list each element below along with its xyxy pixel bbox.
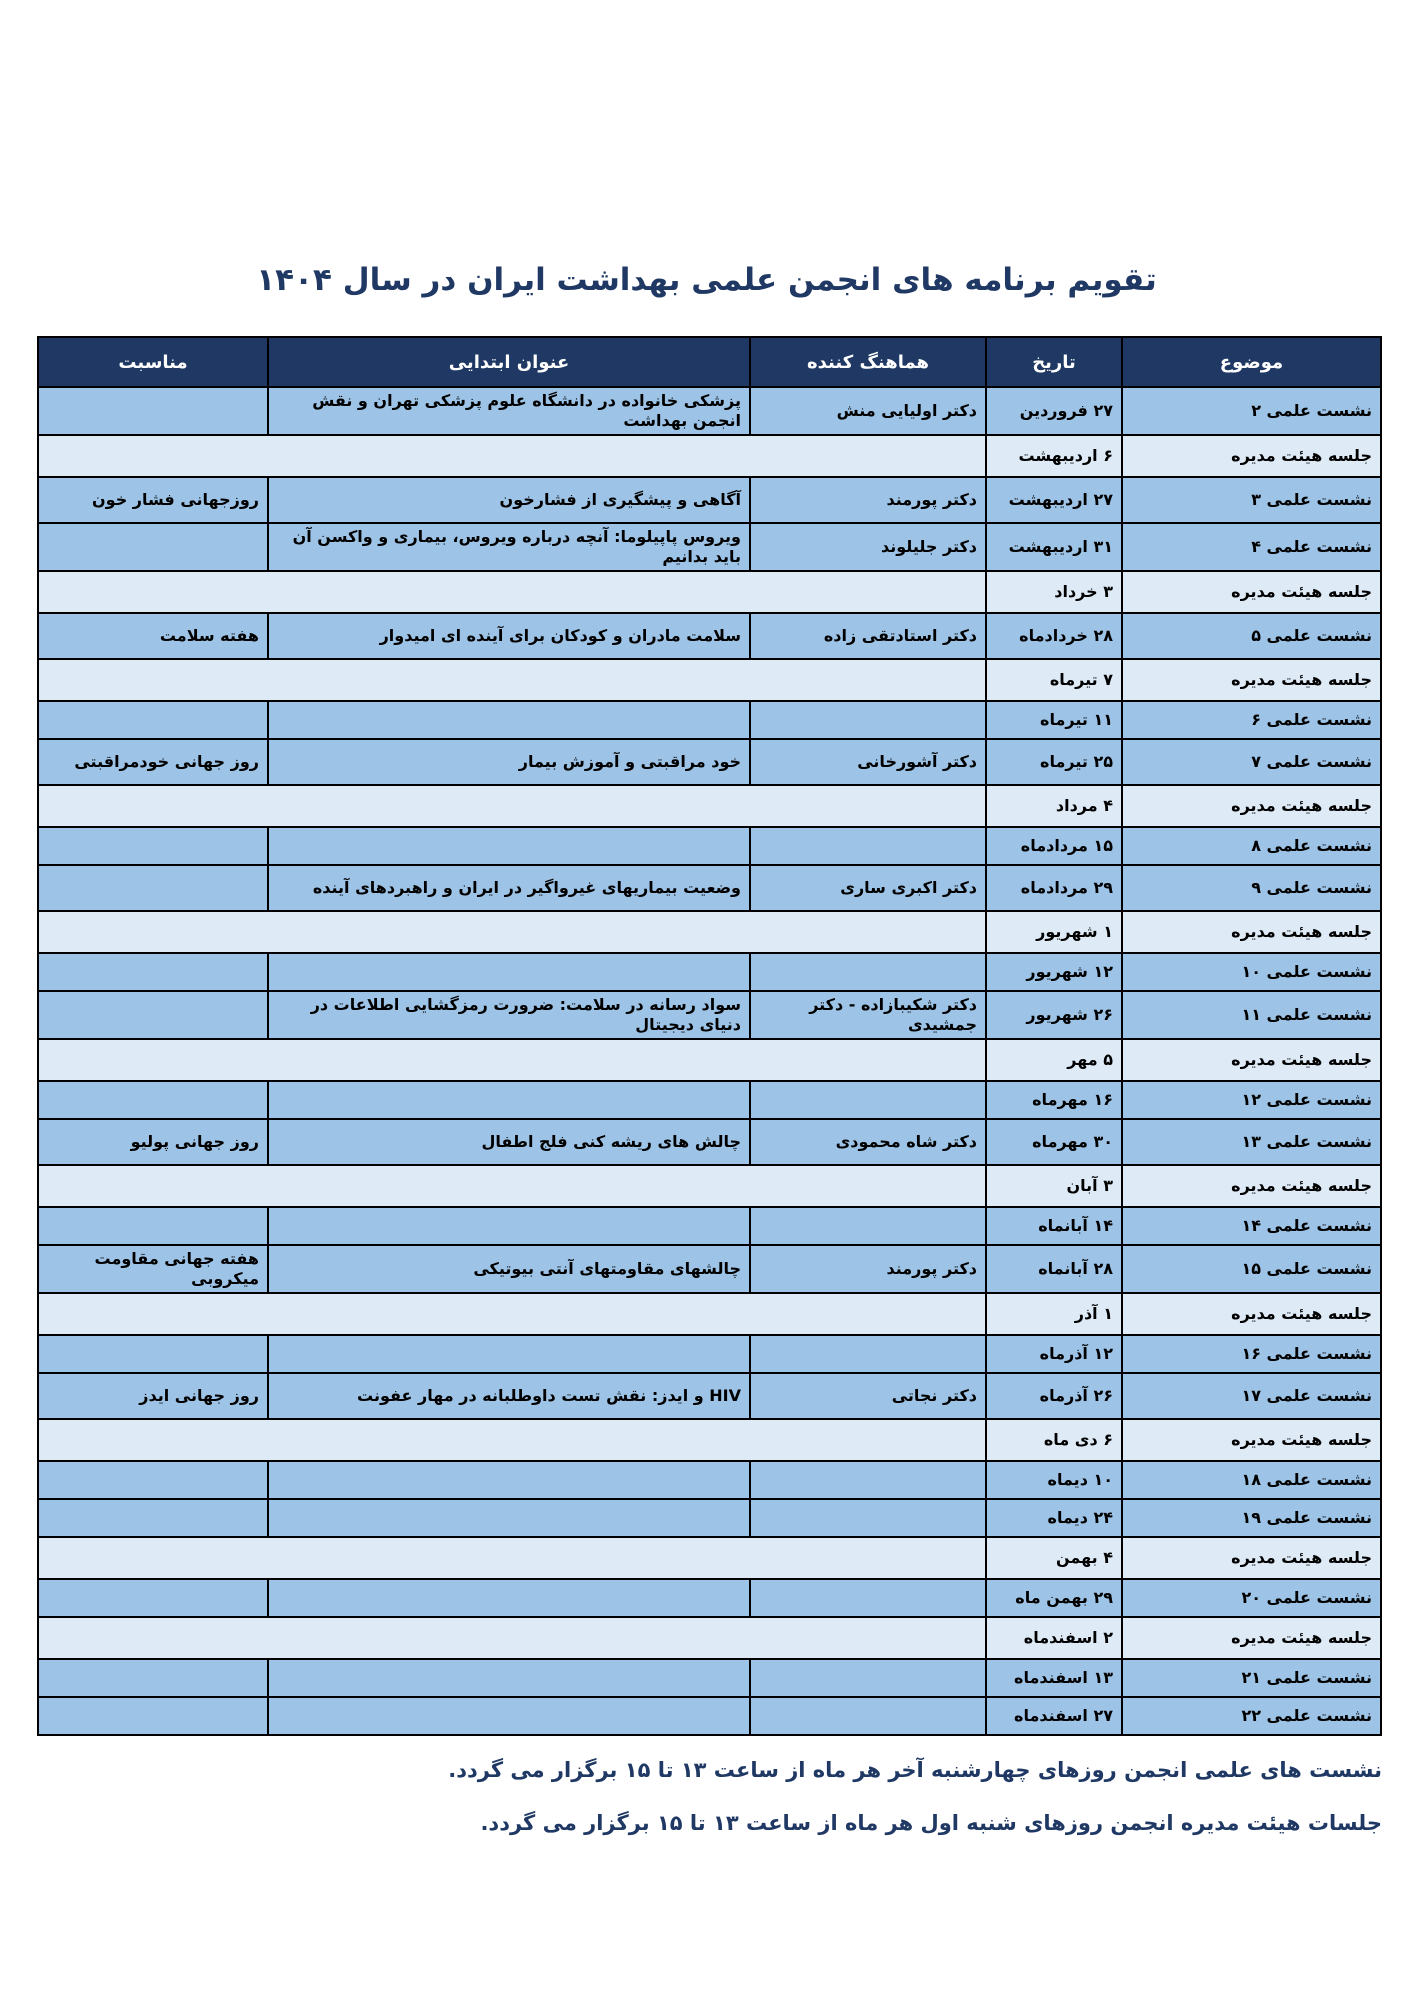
date-cell: ۲ اسفندماه [986, 1617, 1122, 1659]
date-cell: ۵ مهر [986, 1039, 1122, 1081]
table-row [38, 1039, 1381, 1081]
coordinator-cell [750, 1461, 986, 1499]
occasion-cell [38, 827, 268, 865]
board-merged-cell [38, 1165, 986, 1207]
occasion-cell [38, 523, 268, 571]
date-cell: ۲۵ تیرماه [986, 739, 1122, 785]
subject-cell: نشست علمی ۱۴ [1122, 1207, 1381, 1245]
subject-cell: نشست علمی ۳ [1122, 477, 1381, 523]
table-row [38, 991, 1381, 1039]
subject-cell: نشست علمی ۱۷ [1122, 1373, 1381, 1419]
board-merged-cell [38, 1617, 986, 1659]
date-cell: ۱۲ آذرماه [986, 1335, 1122, 1373]
note-scientific-sessions: نشست های علمی انجمن روزهای چهارشنبه آخر هر ماه از ساعت ۱۳ تا ۱۵ برگزار می گردد. [448, 1758, 1382, 1782]
date-cell: ۲۹ مردادماه [986, 865, 1122, 911]
coordinator-cell: دکتر استادتقی زاده [750, 613, 986, 659]
coordinator-cell [750, 1579, 986, 1617]
header-cell-topic: عنوان ابتدایی [268, 337, 750, 387]
topic-cell: پزشکی خانواده در دانشگاه علوم پزشکی تهران و نقش انجمن بهداشت [268, 387, 750, 435]
topic-cell [268, 1697, 750, 1735]
subject-cell: نشست علمی ۸ [1122, 827, 1381, 865]
subject-cell: جلسه هیئت مدیره [1122, 1293, 1381, 1335]
table-row [38, 865, 1381, 911]
date-cell: ۲۴ دیماه [986, 1499, 1122, 1537]
coordinator-cell [750, 701, 986, 739]
date-cell: ۲۶ آذرماه [986, 1373, 1122, 1419]
table-body [38, 387, 1381, 1735]
date-cell: ۳۰ مهرماه [986, 1119, 1122, 1165]
header-cell-subject: موضوع [1122, 337, 1381, 387]
subject-cell: جلسه هیئت مدیره [1122, 1165, 1381, 1207]
subject-cell: نشست علمی ۱۶ [1122, 1335, 1381, 1373]
table-row [38, 1081, 1381, 1119]
topic-cell [268, 827, 750, 865]
subject-cell: نشست علمی ۹ [1122, 865, 1381, 911]
date-cell: ۱۳ اسفندماه [986, 1659, 1122, 1697]
table-row [38, 827, 1381, 865]
board-merged-cell [38, 659, 986, 701]
subject-cell: نشست علمی ۱۱ [1122, 991, 1381, 1039]
occasion-cell: هفته جهانی مقاومت میکروبی [38, 1245, 268, 1293]
date-cell: ۲۸ آبانماه [986, 1245, 1122, 1293]
coordinator-cell: دکتر پورمند [750, 1245, 986, 1293]
coordinator-cell [750, 953, 986, 991]
subject-cell: نشست علمی ۷ [1122, 739, 1381, 785]
subject-cell: نشست علمی ۱۲ [1122, 1081, 1381, 1119]
topic-cell: ویروس پاپیلوما: آنچه درباره ویروس، بیماری و واکسن آن باید بدانیم [268, 523, 750, 571]
occasion-cell: روزجهانی فشار خون [38, 477, 268, 523]
occasion-cell: روز جهانی ایدز [38, 1373, 268, 1419]
page-title: تقویم برنامه های انجمن علمی بهداشت ایران در سال ۱۴۰۴ [256, 262, 1157, 298]
topic-cell: وضعیت بیماریهای غیرواگیر در ایران و راهبردهای آینده [268, 865, 750, 911]
date-cell: ۱۶ مهرماه [986, 1081, 1122, 1119]
occasion-cell [38, 1081, 268, 1119]
subject-cell: نشست علمی ۱۸ [1122, 1461, 1381, 1499]
subject-cell: نشست علمی ۲۲ [1122, 1697, 1381, 1735]
subject-cell: نشست علمی ۱۳ [1122, 1119, 1381, 1165]
table-row [38, 1499, 1381, 1537]
occasion-cell [38, 1335, 268, 1373]
table-row [38, 911, 1381, 953]
coordinator-cell [750, 1697, 986, 1735]
date-cell: ۲۹ بهمن ماه [986, 1579, 1122, 1617]
header-row [38, 337, 1381, 387]
topic-cell: چالشهای مقاومتهای آنتی بیوتیکی [268, 1245, 750, 1293]
subject-cell: نشست علمی ۲۰ [1122, 1579, 1381, 1617]
table-row [38, 1697, 1381, 1735]
topic-cell: چالش های ریشه کنی فلج اطفال [268, 1119, 750, 1165]
occasion-cell [38, 1659, 268, 1697]
coordinator-cell: دکتر آشورخانی [750, 739, 986, 785]
coordinator-cell: دکتر جلیلوند [750, 523, 986, 571]
date-cell: ۶ دی ماه [986, 1419, 1122, 1461]
subject-cell: نشست علمی ۵ [1122, 613, 1381, 659]
subject-cell: جلسه هیئت مدیره [1122, 571, 1381, 613]
topic-cell [268, 1335, 750, 1373]
table-row [38, 1373, 1381, 1419]
occasion-cell [38, 1499, 268, 1537]
subject-cell: جلسه هیئت مدیره [1122, 1419, 1381, 1461]
table-row [38, 1293, 1381, 1335]
subject-cell: نشست علمی ۲۱ [1122, 1659, 1381, 1697]
subject-cell: جلسه هیئت مدیره [1122, 1039, 1381, 1081]
date-cell: ۱۵ مردادماه [986, 827, 1122, 865]
occasion-cell [38, 1579, 268, 1617]
date-cell: ۲۶ شهریور [986, 991, 1122, 1039]
occasion-cell: روز جهانی خودمراقبتی [38, 739, 268, 785]
coordinator-cell [750, 1081, 986, 1119]
table-row [38, 701, 1381, 739]
coordinator-cell: دکتر اولیایی منش [750, 387, 986, 435]
table-row [38, 1617, 1381, 1659]
occasion-cell [38, 991, 268, 1039]
subject-cell: نشست علمی ۲ [1122, 387, 1381, 435]
date-cell: ۱ آذر [986, 1293, 1122, 1335]
date-cell: ۲۷ اسفندماه [986, 1697, 1122, 1735]
topic-cell [268, 1081, 750, 1119]
occasion-cell [38, 701, 268, 739]
date-cell: ۱۴ آبانماه [986, 1207, 1122, 1245]
topic-cell: سواد رسانه در سلامت: ضرورت رمزگشایی اطلاعات در دنیای دیجیتال [268, 991, 750, 1039]
board-merged-cell [38, 435, 986, 477]
board-merged-cell [38, 571, 986, 613]
subject-cell: نشست علمی ۱۹ [1122, 1499, 1381, 1537]
header-cell-occasion: مناسبت [38, 337, 268, 387]
occasion-cell [38, 1697, 268, 1735]
table-row [38, 477, 1381, 523]
coordinator-cell [750, 1499, 986, 1537]
table-row [38, 613, 1381, 659]
coordinator-cell [750, 1207, 986, 1245]
subject-cell: جلسه هیئت مدیره [1122, 1617, 1381, 1659]
topic-cell [268, 1499, 750, 1537]
table-row [38, 571, 1381, 613]
table-row [38, 1245, 1381, 1293]
schedule-table [37, 336, 1382, 1736]
table-row [38, 1335, 1381, 1373]
table-row [38, 387, 1381, 435]
subject-cell: جلسه هیئت مدیره [1122, 911, 1381, 953]
coordinator-cell: دکتر پورمند [750, 477, 986, 523]
topic-cell [268, 1579, 750, 1617]
table-row [38, 1461, 1381, 1499]
coordinator-cell [750, 1335, 986, 1373]
topic-cell [268, 701, 750, 739]
notes [39, 1758, 1382, 1835]
subject-cell: جلسه هیئت مدیره [1122, 435, 1381, 477]
topic-cell [268, 953, 750, 991]
board-merged-cell [38, 1039, 986, 1081]
topic-cell [268, 1461, 750, 1499]
board-merged-cell [38, 785, 986, 827]
coordinator-cell: دکتر شاه محمودی [750, 1119, 986, 1165]
date-cell: ۱۱ تیرماه [986, 701, 1122, 739]
date-cell: ۳۱ اردیبهشت [986, 523, 1122, 571]
table-row [38, 785, 1381, 827]
occasion-cell [38, 387, 268, 435]
topic-cell: آگاهی و پیشگیری از فشارخون [268, 477, 750, 523]
topic-cell [268, 1207, 750, 1245]
table-row [38, 1419, 1381, 1461]
date-cell: ۲۷ اردیبهشت [986, 477, 1122, 523]
topic-cell: HIV و ایدز: نقش تست داوطلبانه در مهار عفونت [268, 1373, 750, 1419]
date-cell: ۱۰ دیماه [986, 1461, 1122, 1499]
note-board-meetings: جلسات هیئت مدیره انجمن روزهای شنبه اول هر ماه از ساعت ۱۳ تا ۱۵ برگزار می گردد. [480, 1811, 1382, 1835]
date-cell: ۴ مرداد [986, 785, 1122, 827]
board-merged-cell [38, 1419, 986, 1461]
table-row [38, 1207, 1381, 1245]
date-cell: ۳ خرداد [986, 571, 1122, 613]
table-row [38, 953, 1381, 991]
date-cell: ۲۷ فروردین [986, 387, 1122, 435]
coordinator-cell [750, 827, 986, 865]
date-cell: ۱ شهریور [986, 911, 1122, 953]
occasion-cell [38, 953, 268, 991]
date-cell: ۱۲ شهریور [986, 953, 1122, 991]
date-cell: ۴ بهمن [986, 1537, 1122, 1579]
occasion-cell: هفته سلامت [38, 613, 268, 659]
table-row [38, 523, 1381, 571]
coordinator-cell [750, 1659, 986, 1697]
coordinator-cell: دکتر اکبری ساری [750, 865, 986, 911]
subject-cell: نشست علمی ۱۰ [1122, 953, 1381, 991]
coordinator-cell: دکتر نجاتی [750, 1373, 986, 1419]
table-row [38, 739, 1381, 785]
table-row [38, 1659, 1381, 1697]
occasion-cell [38, 1207, 268, 1245]
subject-cell: جلسه هیئت مدیره [1122, 659, 1381, 701]
table-row [38, 1165, 1381, 1207]
date-cell: ۳ آبان [986, 1165, 1122, 1207]
occasion-cell [38, 865, 268, 911]
table-row [38, 1579, 1381, 1617]
subject-cell: نشست علمی ۴ [1122, 523, 1381, 571]
table-header [38, 337, 1381, 387]
subject-cell: جلسه هیئت مدیره [1122, 1537, 1381, 1579]
header-cell-date: تاریخ [986, 337, 1122, 387]
header-cell-coordinator: هماهنگ کننده [750, 337, 986, 387]
subject-cell: جلسه هیئت مدیره [1122, 785, 1381, 827]
topic-cell [268, 1659, 750, 1697]
occasion-cell: روز جهانی پولیو [38, 1119, 268, 1165]
board-merged-cell [38, 911, 986, 953]
topic-cell: خود مراقبتی و آموزش بیمار [268, 739, 750, 785]
board-merged-cell [38, 1293, 986, 1335]
table-row [38, 1537, 1381, 1579]
date-cell: ۲۸ خردادماه [986, 613, 1122, 659]
subject-cell: نشست علمی ۱۵ [1122, 1245, 1381, 1293]
date-cell: ۶ اردیبهشت [986, 435, 1122, 477]
table-row [38, 1119, 1381, 1165]
date-cell: ۷ تیرماه [986, 659, 1122, 701]
topic-cell: سلامت مادران و کودکان برای آینده ای امیدوار [268, 613, 750, 659]
occasion-cell [38, 1461, 268, 1499]
table-row [38, 659, 1381, 701]
subject-cell: نشست علمی ۶ [1122, 701, 1381, 739]
coordinator-cell: دکتر شکیبازاده - دکتر جمشیدی [750, 991, 986, 1039]
table-row [38, 435, 1381, 477]
board-merged-cell [38, 1537, 986, 1579]
